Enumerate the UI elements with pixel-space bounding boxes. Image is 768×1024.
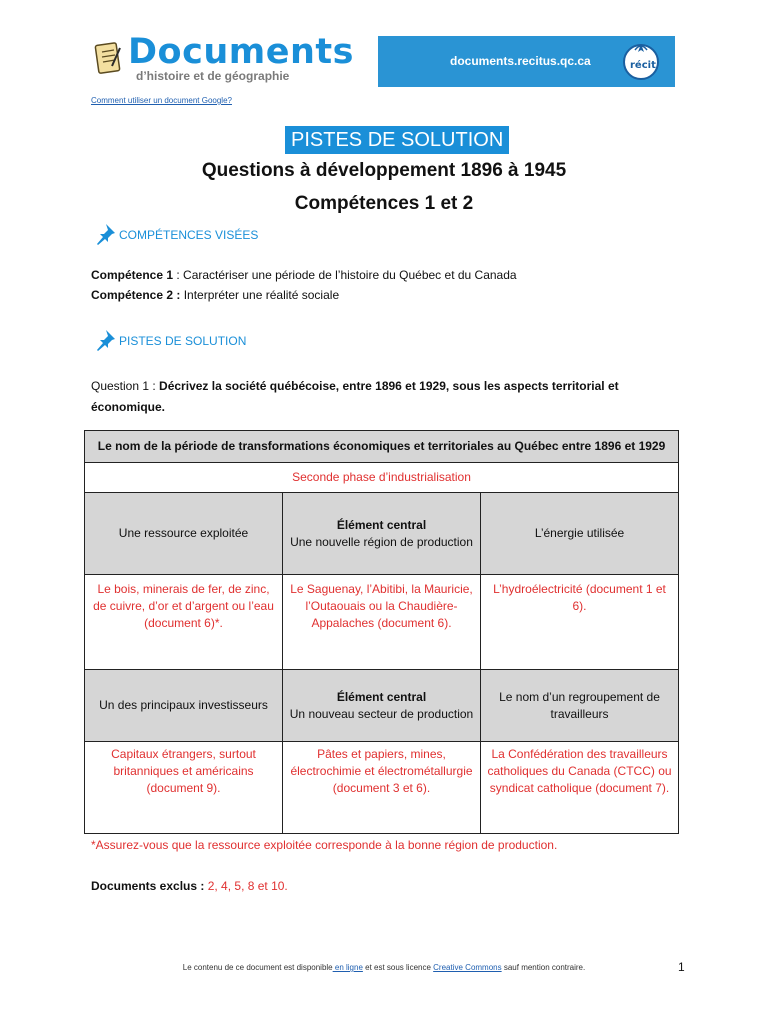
recit-logo-icon [617, 38, 669, 84]
central-element-label: Élément central [336, 517, 427, 532]
central-element-label: Élément central [336, 689, 427, 704]
competence-line-1 [91, 268, 517, 282]
competence-label: Compétence 2 : [91, 288, 181, 302]
label-cell: Un des principaux investisseurs [85, 670, 283, 742]
answer-cell: La Confédération des travailleurs catholiques du Canada (CTCC) ou syndicat catholique (document 7). [481, 742, 679, 834]
answer-cell: Pâtes et papiers, mines, électrochimie et électrométallurgie (document 3 et 6). [283, 742, 481, 834]
question-line-1 [91, 379, 619, 393]
resource-note: *Assurez-vous que la ressource exploitée corresponde à la bonne région de production. [91, 838, 558, 852]
footer-license [0, 963, 768, 972]
question-text: Décrivez la société québécoise, entre 1896 et 1929, sous les aspects territorial et [159, 379, 619, 393]
google-doc-help-link[interactable]: Comment utiliser un document Google? [91, 96, 232, 105]
section-label: PISTES DE SOLUTION [119, 334, 247, 348]
central-element-text: Un nouveau secteur de production [289, 706, 474, 721]
page-title: Questions à développement 1896 à 1945 [201, 160, 567, 181]
site-banner[interactable] [378, 36, 675, 87]
table-row [85, 431, 679, 463]
table-header-cell: Le nom de la période de transformations économiques et territoriales au Québec entre 1896 et 1929 [85, 431, 679, 463]
central-element-text: Une nouvelle région de production [290, 534, 473, 549]
site-header [88, 32, 675, 86]
excluded-documents [91, 879, 288, 893]
question-prefix: Question 1 : [91, 379, 160, 393]
page-number: 1 [678, 960, 685, 974]
answer-table [84, 430, 679, 834]
competence-text: Interpréter une réalité sociale [180, 288, 340, 302]
creative-commons-link[interactable]: Creative Commons [433, 963, 502, 972]
competence-text: : Caractériser une période de l’histoire du Québec et du Canada [173, 268, 517, 282]
competence-label: Compétence 1 [91, 268, 174, 282]
label-cell [283, 670, 481, 742]
question-line-2: économique. [91, 400, 166, 414]
answer-cell: Le Saguenay, l’Abitibi, la Mauricie, l’Outaouais ou la Chaudière-Appalaches (document 6). [283, 575, 481, 670]
table-row [85, 493, 679, 575]
scroll-document-icon [94, 40, 122, 76]
table-row [85, 742, 679, 834]
pushpin-icon [93, 222, 117, 246]
logo-title: Documents [128, 32, 354, 72]
page-subtitle: Compétences 1 et 2 [294, 193, 474, 214]
excluded-label: Documents exclus : [91, 879, 205, 893]
period-answer-cell: Seconde phase d’industrialisation [85, 463, 679, 493]
label-cell: Une ressource exploitée [85, 493, 283, 575]
logo-subtitle: d’histoire et de géographie [136, 69, 290, 83]
competence-line-2 [91, 288, 339, 302]
table-row [85, 575, 679, 670]
table-row [85, 670, 679, 742]
section-label: COMPÉTENCES VISÉES [119, 228, 259, 242]
footer-text: sauf mention contraire. [501, 963, 586, 972]
recit-logo-text: récit [630, 60, 656, 71]
banner-url[interactable]: documents.recitus.qc.ca [450, 54, 591, 68]
label-cell: Le nom d’un regroupement de travailleurs [481, 670, 679, 742]
label-cell [283, 493, 481, 575]
label-cell: L’énergie utilisée [481, 493, 679, 575]
answer-cell: L’hydroélectricité (document 1 et 6). [481, 575, 679, 670]
table-row [85, 463, 679, 493]
solution-badge: PISTES DE SOLUTION [285, 126, 509, 154]
online-link[interactable]: en ligne [332, 963, 363, 972]
excluded-value: 2, 4, 5, 8 et 10. [204, 879, 288, 893]
answer-cell: Le bois, minerais de fer, de zinc, de cuivre, d’or et d’argent ou l’eau (document 6)*. [85, 575, 283, 670]
footer-text: Le contenu de ce document est disponible [182, 963, 333, 972]
pushpin-icon [93, 328, 117, 352]
footer-text: et est sous licence [362, 963, 434, 972]
answer-cell: Capitaux étrangers, surtout britanniques et américains (document 9). [85, 742, 283, 834]
